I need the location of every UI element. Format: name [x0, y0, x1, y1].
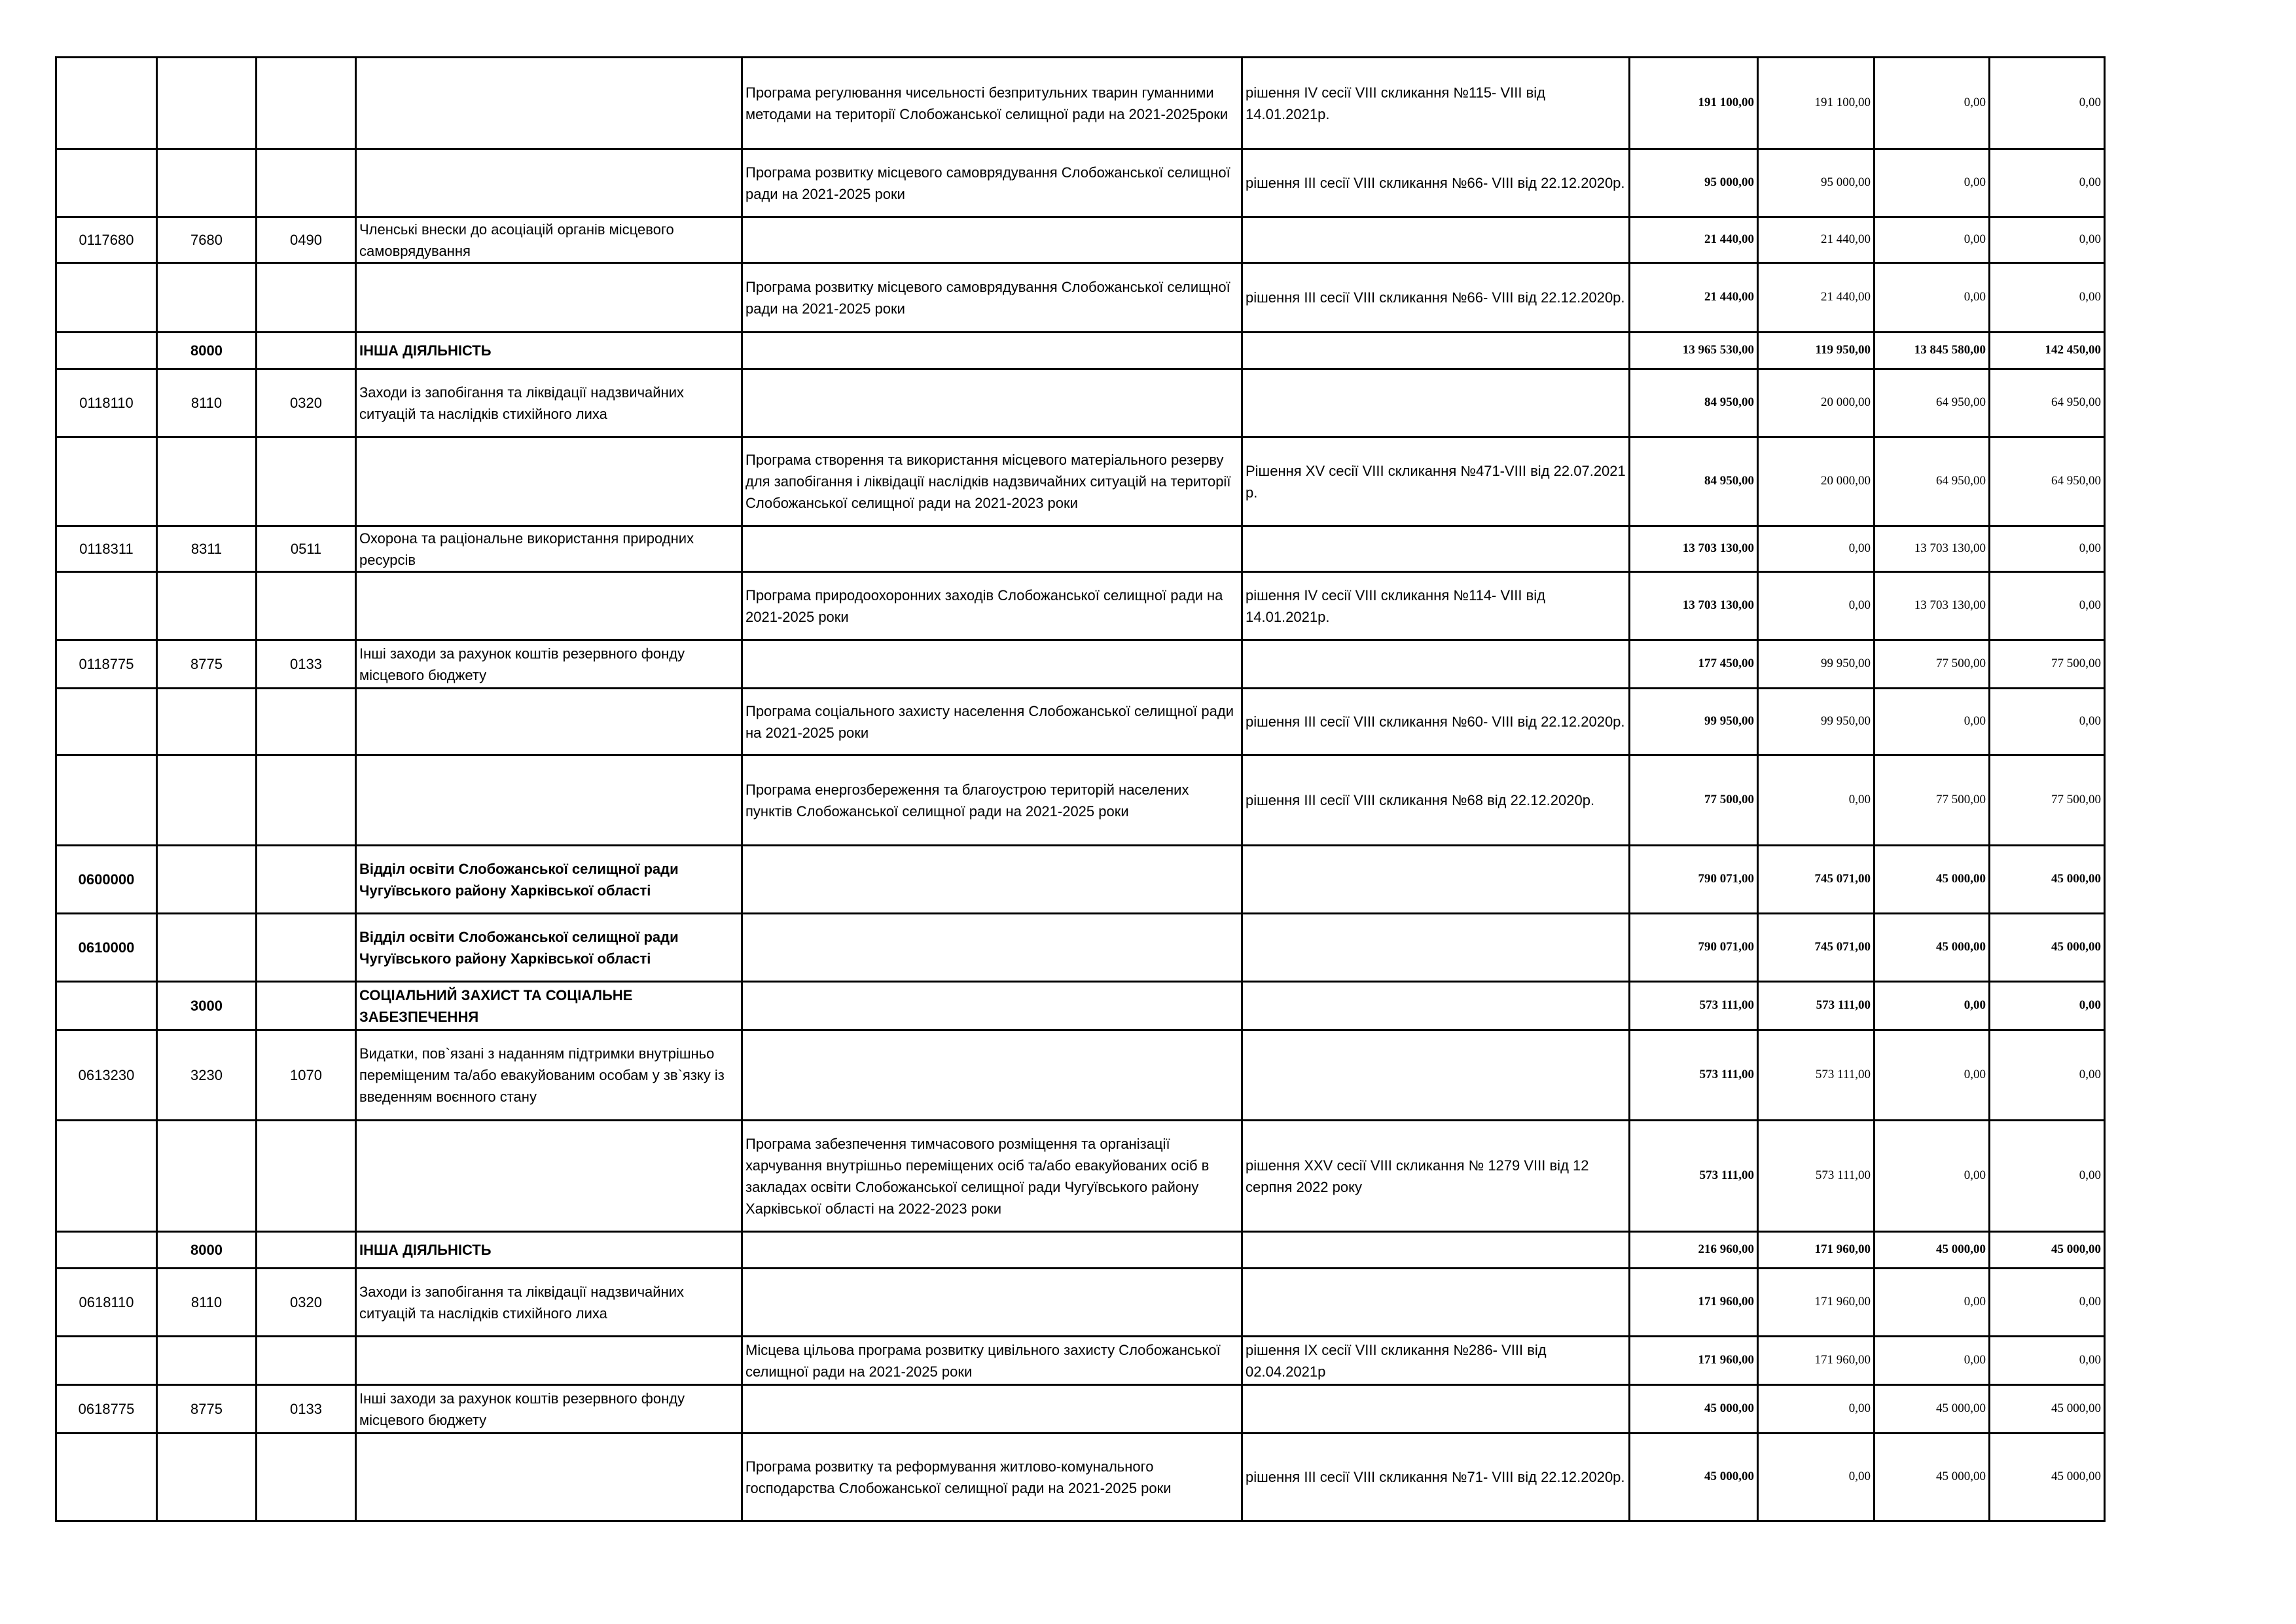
expense-name: Членські внески до асоціацій органів місцевого самоврядування	[356, 217, 742, 263]
kpkvk-code: 0118110	[56, 369, 157, 437]
kpkvk-code	[56, 263, 157, 333]
decision-text: рішення ІІІ сесії VIII скликання №66- VIII від 22.12.2020р.	[1242, 149, 1630, 217]
tpkvk-code	[157, 914, 257, 982]
general-fund-amount: 171 960,00	[1758, 1232, 1874, 1269]
total-amount: 13 703 130,00	[1630, 572, 1758, 640]
total-amount: 216 960,00	[1630, 1232, 1758, 1269]
decision-text: рішення IX сесії VIII скликання №286- VIII від 02.04.2021р	[1242, 1337, 1630, 1385]
general-fund-amount: 21 440,00	[1758, 217, 1874, 263]
decision-text	[1242, 640, 1630, 689]
decision-text: рішення ІІІ сесії VIII скликання №60- VIII від 22.12.2020р.	[1242, 689, 1630, 755]
program-name	[742, 333, 1242, 369]
general-fund-amount: 745 071,00	[1758, 914, 1874, 982]
expense-name: Інші заходи за рахунок коштів резервного фонду місцевого бюджету	[356, 1385, 742, 1434]
program-name: Програма соціального захисту населення Слобожанської селищної ради на 2021-2025 роки	[742, 689, 1242, 755]
special-fund-amount: 0,00	[1874, 217, 1990, 263]
tpkvk-code: 7680	[157, 217, 257, 263]
tpkvk-code	[157, 1434, 257, 1521]
expense-name	[356, 1434, 742, 1521]
special-fund-amount: 45 000,00	[1874, 914, 1990, 982]
expense-name	[356, 1121, 742, 1232]
development-budget-amount: 0,00	[1990, 526, 2105, 572]
special-fund-amount: 13 703 130,00	[1874, 572, 1990, 640]
expense-name	[356, 1337, 742, 1385]
kpkvk-code	[56, 689, 157, 755]
table-row	[56, 572, 2105, 640]
tpkvk-code: 8000	[157, 1232, 257, 1269]
kfkvk-code	[257, 58, 356, 149]
development-budget-amount: 0,00	[1990, 1121, 2105, 1232]
total-amount: 95 000,00	[1630, 149, 1758, 217]
decision-text	[1242, 1030, 1630, 1121]
expense-name: Видатки, пов`язані з наданням підтримки внутрішньо переміщеним та/або евакуйованим особам у зв`язку із введенням воєнного стану	[356, 1030, 742, 1121]
development-budget-amount: 0,00	[1990, 217, 2105, 263]
kfkvk-code: 0490	[257, 217, 356, 263]
tpkvk-code	[157, 846, 257, 914]
kfkvk-code: 0320	[257, 369, 356, 437]
program-name: Програма розвитку місцевого самоврядування Слобожанської селищної ради на 2021-2025 роки	[742, 149, 1242, 217]
table-row	[56, 1030, 2105, 1121]
total-amount: 77 500,00	[1630, 755, 1758, 846]
decision-text	[1242, 1269, 1630, 1337]
expense-name: ІНША ДІЯЛЬНІСТЬ	[356, 333, 742, 369]
total-amount: 790 071,00	[1630, 846, 1758, 914]
decision-text: рішення ІІІ сесії VIII скликання №68 від 22.12.2020р.	[1242, 755, 1630, 846]
table-row	[56, 982, 2105, 1030]
decision-text	[1242, 914, 1630, 982]
decision-text	[1242, 846, 1630, 914]
table-row	[56, 1385, 2105, 1434]
special-fund-amount: 0,00	[1874, 149, 1990, 217]
development-budget-amount: 45 000,00	[1990, 846, 2105, 914]
kpkvk-code	[56, 982, 157, 1030]
general-fund-amount: 0,00	[1758, 755, 1874, 846]
development-budget-amount: 0,00	[1990, 1269, 2105, 1337]
decision-text: рішення IV сесії VIII скликання №115- VIII від 14.01.2021р.	[1242, 58, 1630, 149]
program-name	[742, 982, 1242, 1030]
decision-text	[1242, 217, 1630, 263]
tpkvk-code	[157, 572, 257, 640]
development-budget-amount: 0,00	[1990, 689, 2105, 755]
kfkvk-code	[257, 1121, 356, 1232]
decision-text: рішення ІІІ сесії VIII скликання №66- VIII від 22.12.2020р.	[1242, 263, 1630, 333]
expense-name: Відділ освіти Слобожанської селищної ради Чугуївського району Харківської області	[356, 914, 742, 982]
total-amount: 573 111,00	[1630, 1121, 1758, 1232]
general-fund-amount: 0,00	[1758, 572, 1874, 640]
tpkvk-code	[157, 437, 257, 526]
kpkvk-code	[56, 333, 157, 369]
total-amount: 45 000,00	[1630, 1434, 1758, 1521]
program-name	[742, 217, 1242, 263]
total-amount: 573 111,00	[1630, 982, 1758, 1030]
special-fund-amount: 45 000,00	[1874, 1434, 1990, 1521]
decision-text	[1242, 982, 1630, 1030]
total-amount: 171 960,00	[1630, 1337, 1758, 1385]
development-budget-amount: 77 500,00	[1990, 640, 2105, 689]
general-fund-amount: 745 071,00	[1758, 846, 1874, 914]
table-row	[56, 1337, 2105, 1385]
kpkvk-code: 0118311	[56, 526, 157, 572]
kpkvk-code	[56, 572, 157, 640]
total-amount: 99 950,00	[1630, 689, 1758, 755]
kfkvk-code	[257, 1232, 356, 1269]
kfkvk-code	[257, 1337, 356, 1385]
table-row	[56, 1269, 2105, 1337]
special-fund-amount: 64 950,00	[1874, 437, 1990, 526]
special-fund-amount: 64 950,00	[1874, 369, 1990, 437]
expense-name	[356, 689, 742, 755]
development-budget-amount: 77 500,00	[1990, 755, 2105, 846]
program-name: Програма енергозбереження та благоустрою територій населених пунктів Слобожанської селищної ради на 2021-2025 роки	[742, 755, 1242, 846]
total-amount: 21 440,00	[1630, 263, 1758, 333]
general-fund-amount: 21 440,00	[1758, 263, 1874, 333]
general-fund-amount: 171 960,00	[1758, 1269, 1874, 1337]
kpkvk-code	[56, 1434, 157, 1521]
decision-text	[1242, 1385, 1630, 1434]
expense-name: Охорона та раціональне використання природних ресурсів	[356, 526, 742, 572]
program-name	[742, 1385, 1242, 1434]
general-fund-amount: 20 000,00	[1758, 369, 1874, 437]
general-fund-amount: 20 000,00	[1758, 437, 1874, 526]
decision-text: Рішення XV сесії VIII скликання №471-VIII від 22.07.2021 р.	[1242, 437, 1630, 526]
program-name	[742, 1030, 1242, 1121]
expense-name	[356, 755, 742, 846]
total-amount: 13 703 130,00	[1630, 526, 1758, 572]
kfkvk-code	[257, 846, 356, 914]
general-fund-amount: 99 950,00	[1758, 689, 1874, 755]
kpkvk-code	[56, 755, 157, 846]
general-fund-amount: 171 960,00	[1758, 1337, 1874, 1385]
development-budget-amount: 45 000,00	[1990, 1232, 2105, 1269]
table-row	[56, 263, 2105, 333]
development-budget-amount: 0,00	[1990, 1030, 2105, 1121]
expense-name: Заходи із запобігання та ліквідації надзвичайних ситуацій та наслідків стихійного лиха	[356, 369, 742, 437]
expense-name	[356, 572, 742, 640]
special-fund-amount: 0,00	[1874, 1121, 1990, 1232]
expense-name	[356, 58, 742, 149]
program-name	[742, 1269, 1242, 1337]
kfkvk-code	[257, 689, 356, 755]
tpkvk-code: 3000	[157, 982, 257, 1030]
program-name: Програма природоохоронних заходів Слобожанської селищної ради на 2021-2025 роки	[742, 572, 1242, 640]
table-row	[56, 755, 2105, 846]
kfkvk-code	[257, 982, 356, 1030]
program-name	[742, 369, 1242, 437]
kfkvk-code	[257, 572, 356, 640]
general-fund-amount: 0,00	[1758, 526, 1874, 572]
special-fund-amount: 77 500,00	[1874, 755, 1990, 846]
table-row	[56, 1121, 2105, 1232]
tpkvk-code: 8000	[157, 333, 257, 369]
tpkvk-code	[157, 263, 257, 333]
expense-name: Заходи із запобігання та ліквідації надзвичайних ситуацій та наслідків стихійного лиха	[356, 1269, 742, 1337]
program-name: Програма регулювання чисельності безпритульних тварин гуманними методами на території Слобожанської селищної ради на 2021-2025роки	[742, 58, 1242, 149]
table-row	[56, 846, 2105, 914]
tpkvk-code: 8775	[157, 640, 257, 689]
kfkvk-code	[257, 437, 356, 526]
kpkvk-code: 0600000	[56, 846, 157, 914]
special-fund-amount: 0,00	[1874, 1030, 1990, 1121]
development-budget-amount: 45 000,00	[1990, 914, 2105, 982]
special-fund-amount: 77 500,00	[1874, 640, 1990, 689]
table-row	[56, 217, 2105, 263]
total-amount: 84 950,00	[1630, 369, 1758, 437]
special-fund-amount: 45 000,00	[1874, 846, 1990, 914]
table-row	[56, 1232, 2105, 1269]
table-row	[56, 640, 2105, 689]
table-row	[56, 689, 2105, 755]
kpkvk-code: 0118775	[56, 640, 157, 689]
decision-text: рішення ІІІ сесії VIII скликання №71- VIII від 22.12.2020р.	[1242, 1434, 1630, 1521]
total-amount: 13 965 530,00	[1630, 333, 1758, 369]
general-fund-amount: 573 111,00	[1758, 1030, 1874, 1121]
development-budget-amount: 142 450,00	[1990, 333, 2105, 369]
tpkvk-code	[157, 689, 257, 755]
table-row	[56, 437, 2105, 526]
expense-name: ІНША ДІЯЛЬНІСТЬ	[356, 1232, 742, 1269]
tpkvk-code	[157, 755, 257, 846]
special-fund-amount: 0,00	[1874, 263, 1990, 333]
general-fund-amount: 573 111,00	[1758, 982, 1874, 1030]
program-name	[742, 640, 1242, 689]
expense-name: Інші заходи за рахунок коштів резервного фонду місцевого бюджету	[356, 640, 742, 689]
development-budget-amount: 0,00	[1990, 982, 2105, 1030]
decision-text: рішення XXV сесії VIII скликання № 1279 VIII від 12 серпня 2022 року	[1242, 1121, 1630, 1232]
general-fund-amount: 0,00	[1758, 1385, 1874, 1434]
total-amount: 21 440,00	[1630, 217, 1758, 263]
development-budget-amount: 45 000,00	[1990, 1385, 2105, 1434]
kfkvk-code: 0133	[257, 1385, 356, 1434]
total-amount: 171 960,00	[1630, 1269, 1758, 1337]
special-fund-amount: 0,00	[1874, 982, 1990, 1030]
tpkvk-code: 8775	[157, 1385, 257, 1434]
tpkvk-code: 8110	[157, 369, 257, 437]
expense-name: СОЦІАЛЬНИЙ ЗАХИСТ ТА СОЦІАЛЬНЕ ЗАБЕЗПЕЧЕННЯ	[356, 982, 742, 1030]
tpkvk-code	[157, 58, 257, 149]
special-fund-amount: 0,00	[1874, 689, 1990, 755]
program-name	[742, 914, 1242, 982]
total-amount: 45 000,00	[1630, 1385, 1758, 1434]
table-row	[56, 914, 2105, 982]
kfkvk-code: 0320	[257, 1269, 356, 1337]
program-name	[742, 1232, 1242, 1269]
decision-text	[1242, 1232, 1630, 1269]
decision-text	[1242, 526, 1630, 572]
expense-name: Відділ освіти Слобожанської селищної ради Чугуївського району Харківської області	[356, 846, 742, 914]
special-fund-amount: 45 000,00	[1874, 1385, 1990, 1434]
table-row	[56, 526, 2105, 572]
decision-text: рішення IV сесії VIII скликання №114- VIII від 14.01.2021р.	[1242, 572, 1630, 640]
kfkvk-code	[257, 149, 356, 217]
kpkvk-code	[56, 437, 157, 526]
kpkvk-code	[56, 58, 157, 149]
total-amount: 790 071,00	[1630, 914, 1758, 982]
expense-name	[356, 437, 742, 526]
tpkvk-code: 8311	[157, 526, 257, 572]
expense-name	[356, 149, 742, 217]
program-name: Місцева цільова програма розвитку цивільного захисту Слобожанської селищної ради на 2021-2025 роки	[742, 1337, 1242, 1385]
table-row	[56, 369, 2105, 437]
kpkvk-code: 0117680	[56, 217, 157, 263]
tpkvk-code	[157, 149, 257, 217]
special-fund-amount: 13 703 130,00	[1874, 526, 1990, 572]
tpkvk-code: 8110	[157, 1269, 257, 1337]
total-amount: 84 950,00	[1630, 437, 1758, 526]
development-budget-amount: 0,00	[1990, 149, 2105, 217]
general-fund-amount: 95 000,00	[1758, 149, 1874, 217]
program-name: Програма розвитку та реформування житлово-комунального господарства Слобожанської селищної ради на 2021-2025 роки	[742, 1434, 1242, 1521]
development-budget-amount: 64 950,00	[1990, 369, 2105, 437]
total-amount: 191 100,00	[1630, 58, 1758, 149]
budget-program-table	[55, 56, 2106, 1522]
tpkvk-code	[157, 1121, 257, 1232]
development-budget-amount: 64 950,00	[1990, 437, 2105, 526]
general-fund-amount: 573 111,00	[1758, 1121, 1874, 1232]
total-amount: 177 450,00	[1630, 640, 1758, 689]
program-name	[742, 846, 1242, 914]
general-fund-amount: 99 950,00	[1758, 640, 1874, 689]
kfkvk-code	[257, 1434, 356, 1521]
table-row	[56, 149, 2105, 217]
program-name	[742, 526, 1242, 572]
kfkvk-code	[257, 333, 356, 369]
tpkvk-code: 3230	[157, 1030, 257, 1121]
development-budget-amount: 0,00	[1990, 1337, 2105, 1385]
special-fund-amount: 13 845 580,00	[1874, 333, 1990, 369]
kpkvk-code	[56, 149, 157, 217]
kfkvk-code	[257, 755, 356, 846]
special-fund-amount: 0,00	[1874, 1269, 1990, 1337]
kpkvk-code	[56, 1121, 157, 1232]
special-fund-amount: 0,00	[1874, 58, 1990, 149]
table-row	[56, 1434, 2105, 1521]
development-budget-amount: 45 000,00	[1990, 1434, 2105, 1521]
decision-text	[1242, 333, 1630, 369]
kpkvk-code	[56, 1337, 157, 1385]
decision-text	[1242, 369, 1630, 437]
kfkvk-code: 1070	[257, 1030, 356, 1121]
development-budget-amount: 0,00	[1990, 58, 2105, 149]
general-fund-amount: 191 100,00	[1758, 58, 1874, 149]
kpkvk-code: 0618110	[56, 1269, 157, 1337]
kpkvk-code: 0618775	[56, 1385, 157, 1434]
general-fund-amount: 119 950,00	[1758, 333, 1874, 369]
table-row	[56, 333, 2105, 369]
program-name: Програма забезпечення тимчасового розміщення та організації харчування внутрішньо переміщених осіб та/або евакуйованих осіб в закладах освіти Слобожанської селищної ради Чугуївського району Харківської області на 2022-2023 роки	[742, 1121, 1242, 1232]
total-amount: 573 111,00	[1630, 1030, 1758, 1121]
kfkvk-code	[257, 914, 356, 982]
development-budget-amount: 0,00	[1990, 263, 2105, 333]
development-budget-amount: 0,00	[1990, 572, 2105, 640]
program-name: Програма розвитку місцевого самоврядування Слобожанської селищної ради на 2021-2025 роки	[742, 263, 1242, 333]
kfkvk-code: 0133	[257, 640, 356, 689]
table-body	[56, 58, 2105, 1521]
kpkvk-code: 0613230	[56, 1030, 157, 1121]
kfkvk-code	[257, 263, 356, 333]
special-fund-amount: 0,00	[1874, 1337, 1990, 1385]
program-name: Програма створення та використання місцевого матеріального резерву для запобігання і ліквідації наслідків надзвичайних ситуацій на території Слобожанської селищної ради на 2021-2023 роки	[742, 437, 1242, 526]
table-row	[56, 58, 2105, 149]
special-fund-amount: 45 000,00	[1874, 1232, 1990, 1269]
expense-name	[356, 263, 742, 333]
general-fund-amount: 0,00	[1758, 1434, 1874, 1521]
kfkvk-code: 0511	[257, 526, 356, 572]
kpkvk-code: 0610000	[56, 914, 157, 982]
kpkvk-code	[56, 1232, 157, 1269]
tpkvk-code	[157, 1337, 257, 1385]
